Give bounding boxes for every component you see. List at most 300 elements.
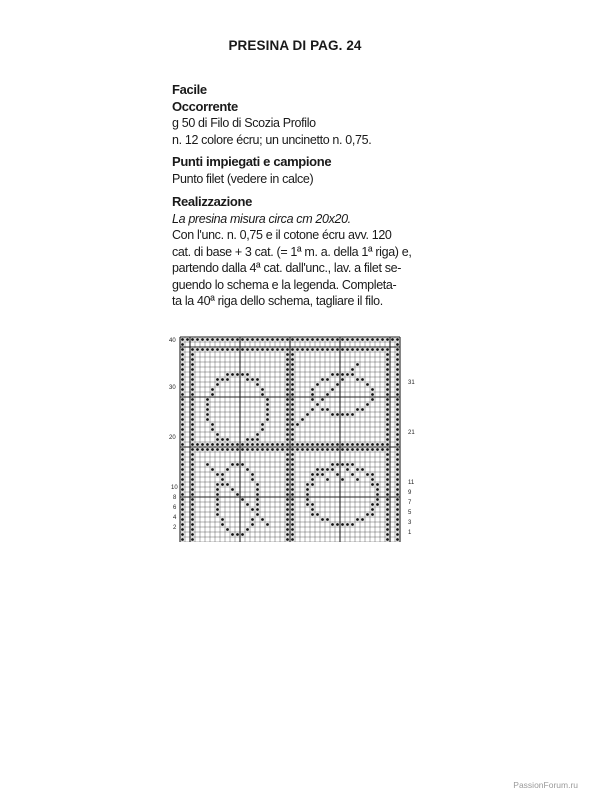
filled-cell <box>306 498 309 501</box>
filled-cell <box>306 493 309 496</box>
filled-cell <box>386 513 389 516</box>
filled-cell <box>366 448 369 451</box>
filled-cell <box>326 378 329 381</box>
filled-cell <box>191 368 194 371</box>
filled-cell <box>226 448 229 451</box>
filled-cell <box>371 513 374 516</box>
filled-cell <box>246 503 249 506</box>
filled-cell <box>191 393 194 396</box>
filled-cell <box>346 523 349 526</box>
filled-cell <box>396 393 399 396</box>
filled-cell <box>381 348 384 351</box>
filled-cell <box>201 348 204 351</box>
filled-cell <box>396 523 399 526</box>
filled-cell <box>376 338 379 341</box>
filled-cell <box>286 438 289 441</box>
filled-cell <box>181 508 184 511</box>
filled-cell <box>181 523 184 526</box>
filled-cell <box>191 363 194 366</box>
filled-cell <box>291 368 294 371</box>
filled-cell <box>286 493 289 496</box>
filled-cell <box>371 448 374 451</box>
filled-cell <box>231 443 234 446</box>
filled-cell <box>281 338 284 341</box>
filled-cell <box>396 458 399 461</box>
filled-cell <box>361 338 364 341</box>
filled-cell <box>371 388 374 391</box>
filled-cell <box>186 338 189 341</box>
filled-cell <box>301 448 304 451</box>
filled-cell <box>386 473 389 476</box>
filled-cell <box>371 338 374 341</box>
filled-cell <box>291 353 294 356</box>
filled-cell <box>296 423 299 426</box>
filled-cell <box>396 463 399 466</box>
filled-cell <box>386 418 389 421</box>
filled-cell <box>216 433 219 436</box>
filled-cell <box>351 413 354 416</box>
filled-cell <box>361 468 364 471</box>
filled-cell <box>301 443 304 446</box>
filled-cell <box>311 478 314 481</box>
filled-cell <box>256 338 259 341</box>
filled-cell <box>356 448 359 451</box>
filled-cell <box>341 463 344 466</box>
filled-cell <box>246 348 249 351</box>
filled-cell <box>261 448 264 451</box>
filled-cell <box>266 413 269 416</box>
filled-cell <box>291 348 294 351</box>
filled-cell <box>191 493 194 496</box>
filled-cell <box>236 348 239 351</box>
filled-cell <box>256 508 259 511</box>
filled-cell <box>221 378 224 381</box>
filled-cell <box>371 393 374 396</box>
filled-cell <box>286 473 289 476</box>
filled-cell <box>221 448 224 451</box>
filled-cell <box>291 388 294 391</box>
filled-cell <box>256 498 259 501</box>
filled-cell <box>291 493 294 496</box>
filled-cell <box>386 488 389 491</box>
filled-cell <box>296 338 299 341</box>
filled-cell <box>326 518 329 521</box>
filled-cell <box>191 523 194 526</box>
filled-cell <box>326 408 329 411</box>
filled-cell <box>286 488 289 491</box>
filled-cell <box>396 498 399 501</box>
filled-cell <box>181 418 184 421</box>
filled-cell <box>266 338 269 341</box>
filled-cell <box>346 348 349 351</box>
filled-cell <box>331 463 334 466</box>
filled-cell <box>286 528 289 531</box>
filled-cell <box>266 418 269 421</box>
filled-cell <box>316 468 319 471</box>
filled-cell <box>386 498 389 501</box>
row-label: 10 <box>171 485 178 491</box>
filled-cell <box>286 533 289 536</box>
filled-cell <box>306 503 309 506</box>
filled-cell <box>251 508 254 511</box>
filet-chart <box>167 332 421 542</box>
filled-cell <box>216 513 219 516</box>
filled-cell <box>211 388 214 391</box>
filled-cell <box>386 413 389 416</box>
filled-cell <box>371 508 374 511</box>
filled-cell <box>261 348 264 351</box>
filled-cell <box>191 513 194 516</box>
filled-cell <box>306 413 309 416</box>
filled-cell <box>311 483 314 486</box>
filled-cell <box>211 443 214 446</box>
filled-cell <box>346 443 349 446</box>
filled-cell <box>286 498 289 501</box>
filled-cell <box>286 378 289 381</box>
row-label: 30 <box>169 385 176 391</box>
filled-cell <box>371 443 374 446</box>
filled-cell <box>291 393 294 396</box>
filled-cell <box>331 348 334 351</box>
filled-cell <box>331 413 334 416</box>
filled-cell <box>306 483 309 486</box>
filled-cell <box>216 348 219 351</box>
filled-cell <box>291 443 294 446</box>
filled-cell <box>306 488 309 491</box>
filled-cell <box>316 383 319 386</box>
filled-cell <box>246 373 249 376</box>
filled-cell <box>216 473 219 476</box>
filled-cell <box>386 338 389 341</box>
instruction-line: Con l'unc. n. 0,75 e il cotone écru avv. 120 <box>172 228 392 242</box>
filled-cell <box>226 378 229 381</box>
filled-cell <box>246 443 249 446</box>
filled-cell <box>291 533 294 536</box>
filled-cell <box>181 428 184 431</box>
filled-cell <box>286 508 289 511</box>
filled-cell <box>296 448 299 451</box>
filled-cell <box>191 488 194 491</box>
filled-cell <box>271 443 274 446</box>
filled-cell <box>386 483 389 486</box>
filled-cell <box>256 448 259 451</box>
filled-cell <box>326 393 329 396</box>
filled-cell <box>246 468 249 471</box>
filled-cell <box>326 348 329 351</box>
filled-cell <box>251 518 254 521</box>
filled-cell <box>291 413 294 416</box>
instructions-heading: Realizzazione <box>172 194 252 209</box>
filled-cell <box>181 388 184 391</box>
materials-heading: Occorrente <box>172 98 238 114</box>
filled-cell <box>341 448 344 451</box>
filled-cell <box>286 338 289 341</box>
filled-cell <box>396 438 399 441</box>
filled-cell <box>211 468 214 471</box>
filled-cell <box>251 443 254 446</box>
filled-cell <box>331 373 334 376</box>
filled-cell <box>286 478 289 481</box>
filled-cell <box>361 378 364 381</box>
filled-cell <box>191 448 194 451</box>
filled-cell <box>396 418 399 421</box>
filled-cell <box>396 453 399 456</box>
filled-cell <box>251 448 254 451</box>
filled-cell <box>351 448 354 451</box>
filled-cell <box>366 383 369 386</box>
filled-cell <box>191 388 194 391</box>
filled-cell <box>241 448 244 451</box>
filled-cell <box>221 443 224 446</box>
filled-cell <box>206 408 209 411</box>
filled-cell <box>191 473 194 476</box>
filled-cell <box>251 438 254 441</box>
filled-cell <box>231 533 234 536</box>
row-label: 5 <box>408 510 412 516</box>
filled-cell <box>376 493 379 496</box>
filled-cell <box>216 378 219 381</box>
filled-cell <box>396 473 399 476</box>
filled-cell <box>386 443 389 446</box>
filled-cell <box>386 493 389 496</box>
filled-cell <box>206 348 209 351</box>
filled-cell <box>316 513 319 516</box>
filled-cell <box>321 518 324 521</box>
filled-cell <box>331 468 334 471</box>
instruction-line: partendo dalla 4ª cat. dall'unc., lav. a filet se- <box>172 261 402 275</box>
filled-cell <box>331 338 334 341</box>
filled-cell <box>291 473 294 476</box>
filled-cell <box>376 443 379 446</box>
filled-cell <box>256 443 259 446</box>
filled-cell <box>241 533 244 536</box>
filled-cell <box>286 393 289 396</box>
filled-cell <box>306 448 309 451</box>
filled-cell <box>286 468 289 471</box>
row-labels-left <box>169 338 178 531</box>
filled-cell <box>226 348 229 351</box>
filled-cell <box>321 448 324 451</box>
filled-cell <box>256 348 259 351</box>
filled-cell <box>286 518 289 521</box>
filled-cell <box>211 393 214 396</box>
filled-cell <box>341 338 344 341</box>
filled-cell <box>396 363 399 366</box>
filled-cell <box>266 523 269 526</box>
filled-cell <box>191 383 194 386</box>
filled-cell <box>251 338 254 341</box>
filled-cell <box>331 443 334 446</box>
filled-cell <box>216 448 219 451</box>
filled-cell <box>336 448 339 451</box>
filled-cell <box>396 388 399 391</box>
filled-cell <box>356 518 359 521</box>
filled-cell <box>216 488 219 491</box>
filled-cell <box>181 408 184 411</box>
filled-cell <box>181 453 184 456</box>
filled-cell <box>386 423 389 426</box>
filled-cell <box>206 413 209 416</box>
filled-cell <box>361 443 364 446</box>
filled-cell <box>276 338 279 341</box>
filled-cell <box>321 443 324 446</box>
instruction-line: cat. di base + 3 cat. (= 1ª m. a. della 1ª riga) e, <box>172 244 412 259</box>
filled-cell <box>396 338 399 341</box>
filled-cell <box>356 378 359 381</box>
filled-cell <box>181 538 184 541</box>
filled-cell <box>191 408 194 411</box>
filled-cell <box>191 478 194 481</box>
filled-cell <box>376 498 379 501</box>
chart-grid <box>180 337 400 542</box>
filled-cell <box>206 403 209 406</box>
filled-cell <box>321 468 324 471</box>
filled-cell <box>181 343 184 346</box>
filled-cell <box>306 338 309 341</box>
filled-cell <box>341 348 344 351</box>
filled-cell <box>191 483 194 486</box>
filled-cell <box>361 348 364 351</box>
filled-cell <box>381 448 384 451</box>
filled-cell <box>331 388 334 391</box>
filled-cell <box>181 373 184 376</box>
filled-cell <box>396 433 399 436</box>
filled-cell <box>291 373 294 376</box>
filled-cell <box>181 353 184 356</box>
filled-cell <box>216 338 219 341</box>
filled-cell <box>256 383 259 386</box>
filled-cell <box>311 508 314 511</box>
filled-cell <box>181 423 184 426</box>
watermark: PassionForum.ru <box>513 780 578 790</box>
filled-cell <box>191 403 194 406</box>
filled-cell <box>386 353 389 356</box>
filled-cell <box>296 443 299 446</box>
filled-cell <box>236 448 239 451</box>
filled-cell <box>191 353 194 356</box>
filled-cell <box>181 448 184 451</box>
filled-cell <box>311 393 314 396</box>
filled-cell <box>386 533 389 536</box>
filled-cell <box>326 448 329 451</box>
filled-cell <box>386 503 389 506</box>
filled-cell <box>361 448 364 451</box>
row-label: 2 <box>173 525 177 531</box>
filled-cell <box>216 443 219 446</box>
filled-cell <box>256 483 259 486</box>
filled-cell <box>376 348 379 351</box>
filled-cell <box>201 448 204 451</box>
filled-cell <box>226 468 229 471</box>
filled-cell <box>246 378 249 381</box>
filled-cell <box>396 368 399 371</box>
filled-cell <box>341 413 344 416</box>
filled-cell <box>191 373 194 376</box>
filled-cell <box>266 398 269 401</box>
row-label: 11 <box>408 480 415 486</box>
filled-cell <box>396 348 399 351</box>
filled-cell <box>241 463 244 466</box>
filled-cell <box>396 408 399 411</box>
filled-cell <box>291 438 294 441</box>
filled-cell <box>191 348 194 351</box>
filled-cell <box>286 433 289 436</box>
filled-cell <box>236 533 239 536</box>
row-label: 9 <box>408 490 412 496</box>
filled-cell <box>226 338 229 341</box>
filled-cell <box>386 403 389 406</box>
filled-cell <box>181 513 184 516</box>
filled-cell <box>336 373 339 376</box>
filled-cell <box>281 448 284 451</box>
filled-cell <box>191 518 194 521</box>
filled-cell <box>181 458 184 461</box>
filled-cell <box>286 388 289 391</box>
filled-cell <box>196 338 199 341</box>
filled-cell <box>196 448 199 451</box>
filled-cell <box>291 408 294 411</box>
filled-cell <box>251 523 254 526</box>
row-label: 31 <box>408 380 415 386</box>
stitches-line: Punto filet (vedere in calce) <box>172 171 314 186</box>
filled-cell <box>346 468 349 471</box>
filled-cell <box>321 398 324 401</box>
filled-cell <box>386 528 389 531</box>
filled-cell <box>206 418 209 421</box>
filled-cell <box>291 398 294 401</box>
filled-cell <box>196 443 199 446</box>
filled-cell <box>181 473 184 476</box>
filled-cell <box>181 398 184 401</box>
filled-cell <box>286 383 289 386</box>
filled-cell <box>376 483 379 486</box>
filled-cell <box>266 448 269 451</box>
filled-cell <box>301 348 304 351</box>
filled-cell <box>191 438 194 441</box>
filled-cell <box>291 453 294 456</box>
filled-cell <box>311 338 314 341</box>
filled-cell <box>386 538 389 541</box>
filled-cell <box>326 478 329 481</box>
filled-cell <box>396 428 399 431</box>
filled-cell <box>286 458 289 461</box>
filled-cell <box>286 373 289 376</box>
filled-cell <box>341 523 344 526</box>
filled-cell <box>291 458 294 461</box>
filled-cell <box>286 448 289 451</box>
filled-cell <box>181 383 184 386</box>
filled-cell <box>281 348 284 351</box>
filled-cell <box>351 473 354 476</box>
filled-cell <box>386 383 389 386</box>
filled-cell <box>346 463 349 466</box>
filled-cell <box>181 498 184 501</box>
filled-cell <box>321 338 324 341</box>
filled-cell <box>306 348 309 351</box>
filled-cell <box>211 448 214 451</box>
filled-cell <box>291 433 294 436</box>
filled-cell <box>396 503 399 506</box>
filled-cell <box>311 473 314 476</box>
filled-cell <box>181 433 184 436</box>
filled-cell <box>326 443 329 446</box>
filled-cell <box>261 338 264 341</box>
filled-cell <box>386 388 389 391</box>
filled-cell <box>311 398 314 401</box>
filled-cell <box>191 413 194 416</box>
row-label: 1 <box>408 530 412 536</box>
filled-cell <box>286 353 289 356</box>
